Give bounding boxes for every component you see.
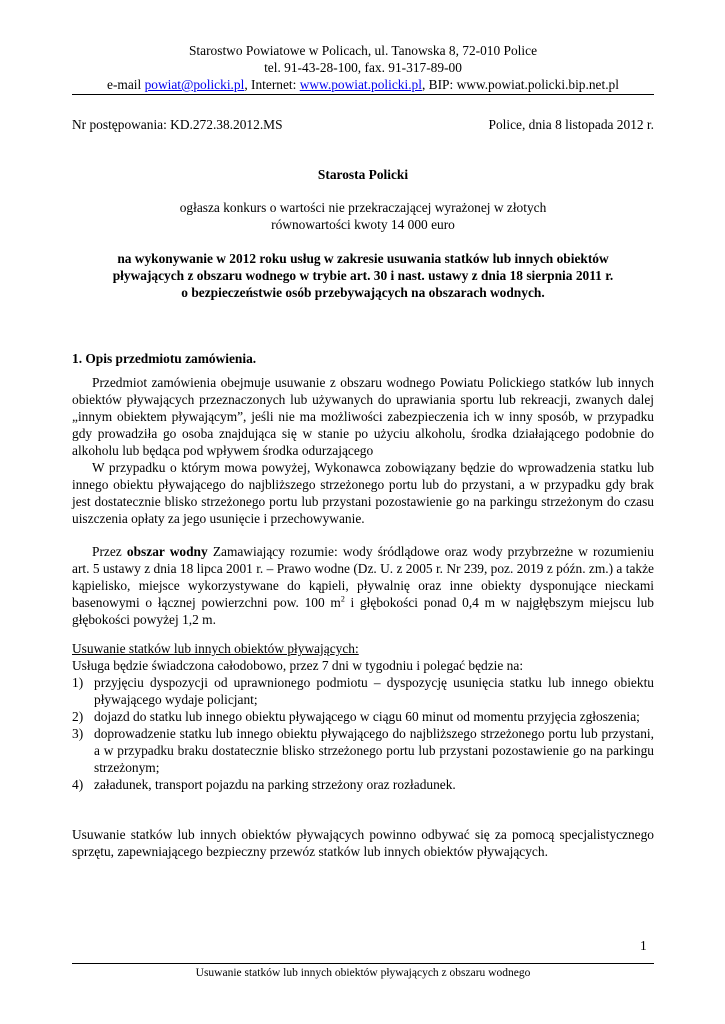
list-item xyxy=(72,776,654,793)
list-text: załadunek, transport pojazdu na parking strzeżony oraz rozładunek. xyxy=(94,777,456,792)
water-area-depth: i głębokości ponad 0,4 m w najgłębszym miejscu lub głębokości powyżej 1,2 m. xyxy=(72,595,654,627)
announce-line-2: równowartości kwoty 14 000 euro xyxy=(271,217,455,232)
paragraph-scope: Przedmiot zamówienia obejmuje usuwanie z obszaru wodnego Powiatu Polickiego statków lub innych obiektów pływających przeznaczonych lub używanych do uprawiania sportu lub rekreacji, zwanych dalej „innym obiektem pływającym”, jeśli nie ma możliwości zabezpieczenia ich w inny sposób, w przypadku gdy prowadziła go osoba znajdująca się w stanie po użyciu alkoholu, środka działającego podobnie do alkoholu lub będąca pod wpływem środka odurzającego xyxy=(72,375,654,458)
subject-line-2: pływających z obszaru wodnego w trybie art. 30 i nast. ustawy z dnia 18 sierpnia 2011 r. xyxy=(112,268,614,283)
water-area-definition: Zamawiający rozumie: wody śródlądowe oraz wody przybrzeżne w rozumieniu art. 5 ustawy z dnia 18 lipca 2001 r. – Prawo wodne (Dz. U. z 2005 r. Nr 239, poz. 2019 z późn. zm.) a także kąpielisko, miejsce wykorzystywane do kąpieli, pływalnię oraz inne obiekty dysponujące nieckami basenowymi o łącznej powierzchni pow. 100 m xyxy=(72,544,655,610)
case-number: Nr postępowania: KD.272.38.2012.MS xyxy=(72,117,283,132)
footer-divider xyxy=(72,963,654,964)
removal-intro: Usługa będzie świadczona całodobowo, przez 7 dni w tygodniu i polegać będzie na: xyxy=(72,658,524,673)
email-link[interactable]: powiat@policki.pl xyxy=(144,77,245,92)
water-area-intro: Przez xyxy=(92,544,127,559)
internet-label: , Internet: xyxy=(244,77,300,92)
page-footer: Usuwanie statków lub innych obiektów pływających z obszaru wodnego xyxy=(195,967,531,979)
list-text: dojazd do statku lub innego obiektu pływającego w ciągu 60 minut od momentu przyjęcia zgłoszenia; xyxy=(94,709,640,724)
subject-line-1: na wykonywanie w 2012 roku usług w zakresie usuwania statków lub innych obiektów xyxy=(117,251,609,266)
list-number: 2) xyxy=(72,709,84,724)
email-label: e-mail xyxy=(107,77,145,92)
authority-title: Starosta Policki xyxy=(317,167,409,182)
section-heading: 1. Opis przedmiotu zamówienia. xyxy=(72,351,257,366)
header-contact xyxy=(72,76,654,93)
paragraph-equipment: Usuwanie statków lub innych obiektów pływających powinno odbywać się za pomocą specjalistycznego sprzętu, zapewniającego bezpieczny przewóz statków lub innych obiektów pływających. xyxy=(72,827,654,859)
page-number: 1 xyxy=(640,938,647,953)
paragraph-obligation: W przypadku o którym mowa powyżej, Wykonawca zobowiązany będzie do wprowadzenia statku lub innego obiektu pływającego do najbliższego strzeżonego portu lub do przystani, a w przypadku gdy brak jest dostatecznie blisko strzeżonego portu lub przystani pozostawienie go na parkingu strzeżonym do czasu uiszczenia opłaty za jego usunięcie i przechowywanie. xyxy=(72,460,654,526)
header-address: Starostwo Powiatowe w Policach, ul. Tanowska 8, 72-010 Police xyxy=(188,43,538,58)
removal-heading: Usuwanie statków lub innych obiektów pływających: xyxy=(72,641,359,656)
list-text: doprowadzenie statku lub innego obiektu pływającego do najbliższego strzeżonego portu lub przystani, a w przypadku braku dostatecznie blisko strzeżonego portu lub przystani pozostawienie go na parkingu strzeżonym; xyxy=(94,726,654,775)
list-number: 3) xyxy=(72,726,84,741)
announce-line-1: ogłasza konkurs o wartości nie przekraczającej wyrażonej w złotych xyxy=(179,200,547,215)
website-link[interactable]: www.powiat.policki.pl xyxy=(299,77,422,92)
superscript-2: 2 xyxy=(340,594,345,604)
list-item xyxy=(72,708,654,725)
list-item xyxy=(72,725,654,776)
subject-line-3: o bezpieczeństwie osób przebywających na obszarach wodnych. xyxy=(181,285,545,300)
place-date: Police, dnia 8 listopada 2012 r. xyxy=(488,117,654,132)
header-phone: tel. 91-43-28-100, fax. 91-317-89-00 xyxy=(264,60,462,75)
list-number: 1) xyxy=(72,675,84,690)
list-text: przyjęciu dyspozycji od uprawnionego podmiotu – dyspozycję usunięcia statku lub innego obiektu pływającego wydaje policjant; xyxy=(94,675,654,707)
bip-text: , BIP: www.powiat.policki.bip.net.pl xyxy=(421,77,619,92)
removal-steps-list xyxy=(72,674,654,793)
paragraph-water-area xyxy=(72,543,654,628)
water-area-term: obszar wodny xyxy=(126,544,208,559)
list-number: 4) xyxy=(72,777,84,792)
header-divider xyxy=(72,94,654,95)
list-item xyxy=(72,674,654,708)
